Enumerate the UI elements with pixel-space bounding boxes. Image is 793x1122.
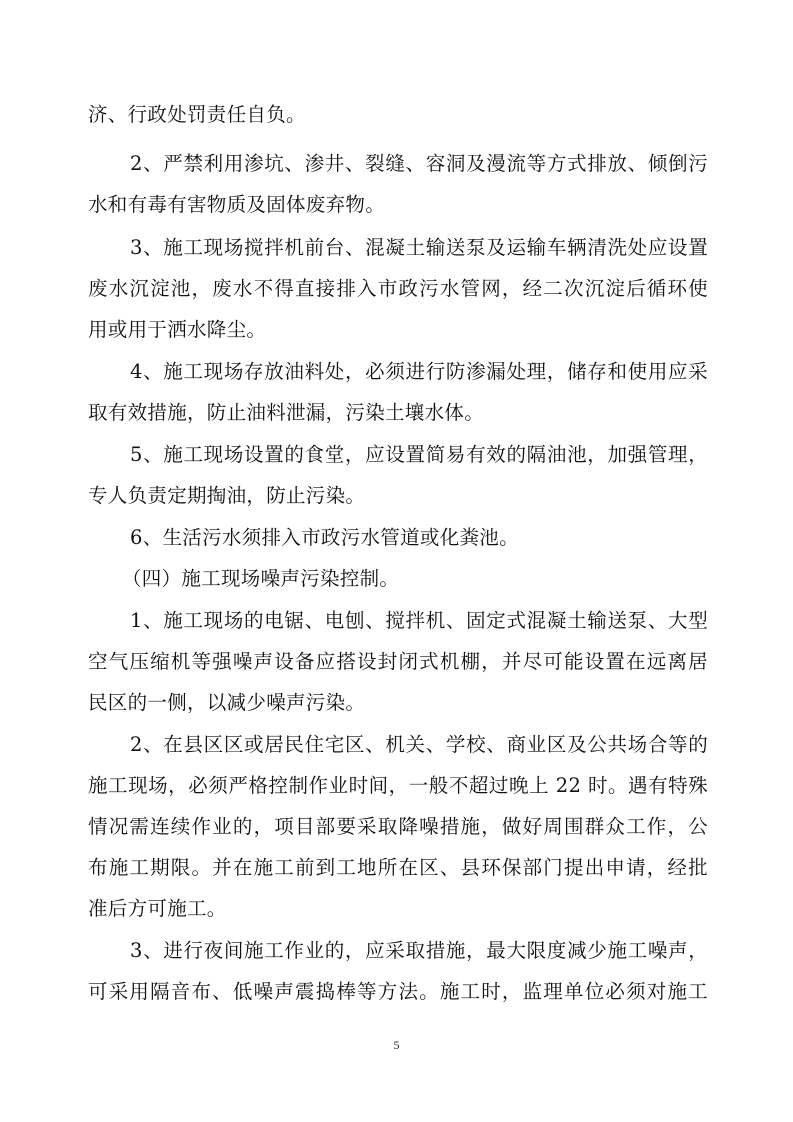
text-line: 2、严禁利用渗坑、渗井、裂缝、容洞及漫流等方式排放、倾倒污 bbox=[130, 152, 708, 175]
text-line: 3、进行夜间施工作业的，应采取措施，最大限度减少施工噪声， bbox=[130, 939, 708, 962]
text-line: 空气压缩机等强噪声设备应搭设封闭式机棚，并尽可能设置在远离居 bbox=[88, 650, 708, 673]
text-line: 4、施工现场存放油料处，必须进行防渗漏处理，储存和使用应采 bbox=[130, 360, 708, 383]
text-line: 民区的一侧，以减少噪声污染。 bbox=[88, 691, 366, 714]
text-line: 布施工期限。并在施工前到工地所在区、县环保部门提出申请，经批 bbox=[88, 856, 708, 879]
text-line: 专人负责定期掏油，防止污染。 bbox=[88, 484, 366, 507]
text-line: 3、施工现场搅拌机前台、混凝土输送泵及运输车辆清洗处应设置 bbox=[130, 236, 708, 259]
page-number: 5 bbox=[393, 1038, 400, 1052]
text-line: 2、在县区区或居民住宅区、机关、学校、商业区及公共场合等的 bbox=[130, 733, 708, 756]
text-line: 水和有毒有害物质及固体废弃物。 bbox=[88, 193, 386, 216]
section-heading: （四）施工现场噪声污染控制。 bbox=[122, 567, 400, 590]
text-line: 6、生活污水须排入市政污水管道或化粪池。 bbox=[130, 526, 519, 549]
text-line: 5、施工现场设置的食堂，应设置简易有效的隔油池，加强管理， bbox=[130, 443, 708, 466]
text-line: 济、行政处罚责任自负。 bbox=[88, 103, 306, 126]
text-line: 可采用隔音布、低噪声震捣棒等方法。施工时，监理单位必须对施工 bbox=[88, 980, 708, 1003]
text-line: 用或用于洒水降尘。 bbox=[88, 318, 267, 341]
text-line: 情况需连续作业的，项目部要采取降噪措施，做好周围群众工作，公 bbox=[88, 815, 708, 838]
text-line: 1、施工现场的电锯、电刨、搅拌机、固定式混凝土输送泵、大型 bbox=[130, 609, 708, 632]
text-line: 废水沉淀池，废水不得直接排入市政污水管网，经二次沉淀后循环使 bbox=[88, 277, 708, 300]
text-line: 取有效措施，防止油料泄漏，污染土壤水体。 bbox=[88, 401, 485, 424]
text-line: 准后方可施工。 bbox=[88, 897, 227, 920]
text-line: 施工现场，必须严格控制作业时间，一般不超过晚上 22 时。遇有特殊 bbox=[88, 774, 708, 797]
